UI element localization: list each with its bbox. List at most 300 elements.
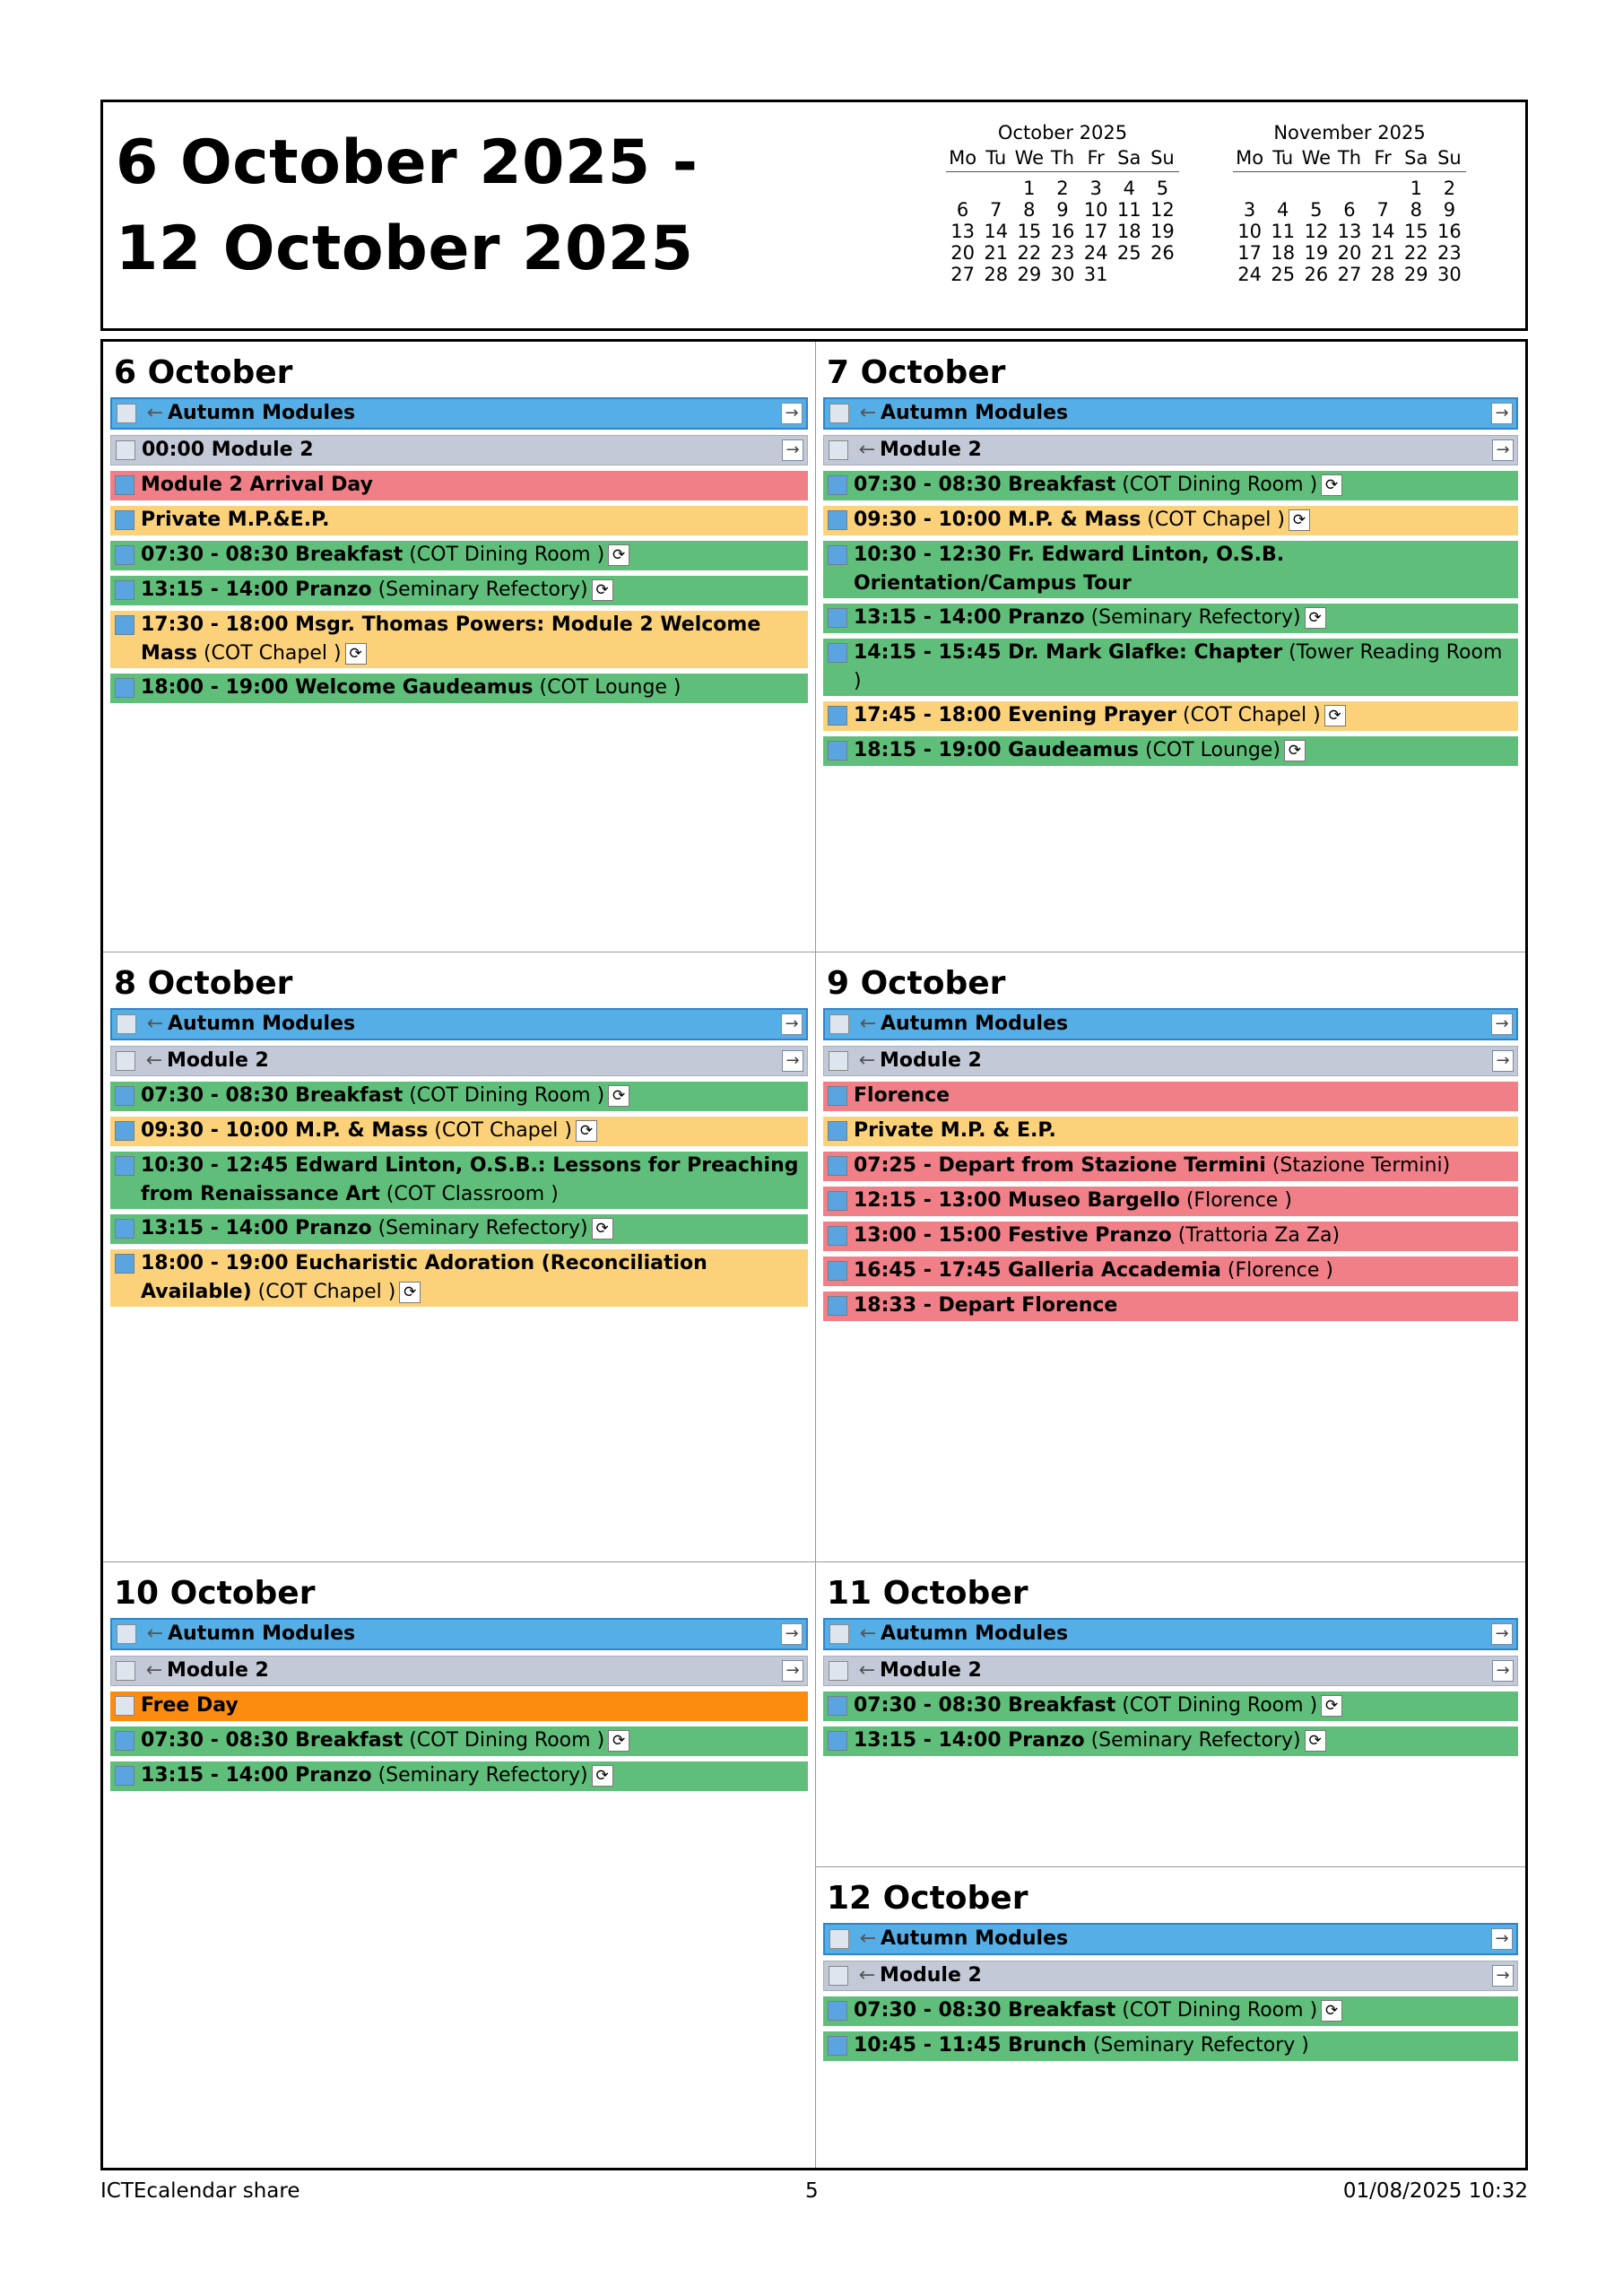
day-title: 9 October — [827, 965, 1006, 1002]
event-item[interactable] — [823, 506, 1518, 535]
mini-calendar-day[interactable]: 24 — [1083, 242, 1108, 264]
event-checkbox[interactable] — [828, 1121, 847, 1141]
mini-calendar-day[interactable]: 12 — [1304, 221, 1329, 242]
mini-calendar-day[interactable]: 6 — [1343, 199, 1356, 221]
event-list — [823, 397, 1518, 771]
event-checkbox[interactable] — [828, 608, 847, 628]
day-cell-11-october[interactable] — [816, 1562, 1525, 1866]
event-location: (Stazione Termini) — [1271, 1154, 1451, 1177]
weekday-label: Tu — [985, 147, 1007, 169]
event-location: (COT Chapel ) — [434, 1119, 572, 1142]
mini-calendar-week — [946, 242, 1179, 264]
mini-calendar-day[interactable]: 27 — [950, 264, 975, 285]
event-location: (COT Dining Room ) — [409, 1729, 605, 1752]
continues-right-arrow-icon[interactable]: → — [1491, 403, 1513, 424]
event-item[interactable] — [110, 576, 808, 605]
mini-calendar-day[interactable]: 21 — [1370, 242, 1395, 264]
mini-calendar-day[interactable]: 18 — [1116, 221, 1141, 242]
event-location: (Seminary Refectory) — [378, 1217, 588, 1239]
event-location: (COT Chapel ) — [1147, 509, 1285, 531]
recurring-icon: ⟳ — [399, 1282, 421, 1303]
mini-calendar-week — [1233, 178, 1466, 199]
mini-calendar-day[interactable]: 25 — [1116, 242, 1141, 264]
event-title: Module 2 Arrival Day — [141, 474, 373, 496]
mini-calendar-day[interactable]: 17 — [1237, 242, 1262, 264]
mini-calendar-november — [1233, 122, 1466, 285]
mini-calendar-day[interactable]: 2 — [1056, 178, 1069, 199]
continues-left-arrow-icon: ← — [146, 1622, 164, 1645]
continues-left-arrow-icon: ← — [859, 1622, 877, 1645]
event-checkbox[interactable] — [828, 475, 847, 495]
event-title: 09:30 - 10:00 M.P. & Mass — [141, 1119, 429, 1142]
event-checkbox[interactable] — [115, 1156, 135, 1176]
event-checkbox[interactable] — [829, 1966, 848, 1986]
mini-calendar-day[interactable]: 14 — [1370, 221, 1395, 242]
event-item[interactable] — [110, 1726, 808, 1756]
event-checkbox[interactable] — [829, 1014, 849, 1034]
event-checkbox[interactable] — [828, 741, 847, 761]
recurring-icon: ⟳ — [608, 544, 629, 566]
continues-right-arrow-icon[interactable]: → — [782, 439, 803, 461]
event-title: 13:15 - 14:00 Pranzo — [854, 606, 1085, 629]
event-title: 14:15 - 15:45 Dr. Mark Glafke: Chapter — [854, 641, 1283, 664]
recurring-icon: ⟳ — [1321, 2000, 1342, 2022]
event-item[interactable] — [110, 1082, 808, 1111]
mini-calendar-day[interactable]: 9 — [1443, 199, 1456, 221]
recurring-icon: ⟳ — [1289, 509, 1310, 531]
mini-calendar-weekdays — [1233, 147, 1466, 172]
event-location: (COT Chapel ) — [257, 1281, 396, 1303]
event-item[interactable] — [110, 1046, 808, 1076]
event-checkbox[interactable] — [829, 404, 849, 423]
mini-calendar-day — [1233, 178, 1266, 199]
event-item[interactable] — [110, 1117, 808, 1146]
event-item[interactable] — [823, 1008, 1518, 1040]
event-location: (COT Dining Room ) — [409, 544, 605, 566]
event-title: 10:30 - 12:45 Edward Linton, O.S.B.: Lessons for Preaching from Renaissance Art — [141, 1154, 799, 1205]
event-checkbox[interactable] — [115, 580, 135, 600]
recurring-icon: ⟳ — [608, 1085, 629, 1107]
day-cell-12-october[interactable] — [816, 1867, 1525, 2168]
mini-calendar-day[interactable]: 23 — [1437, 242, 1462, 264]
event-item[interactable] — [110, 1618, 808, 1650]
event-location: (Seminary Refectory) — [378, 1764, 588, 1787]
event-checkbox[interactable] — [828, 2001, 847, 2021]
event-item[interactable] — [110, 1656, 808, 1686]
event-item[interactable] — [110, 1214, 808, 1244]
mini-calendar-title: November 2025 — [1273, 122, 1426, 144]
day-title: 10 October — [114, 1575, 316, 1612]
event-title: 07:30 - 08:30 Breakfast — [141, 1729, 404, 1752]
event-title: 18:33 - Depart Florence — [854, 1294, 1118, 1317]
mini-calendar-week — [1233, 199, 1466, 221]
mini-calendar-day[interactable]: 5 — [1310, 199, 1323, 221]
event-item[interactable] — [823, 736, 1518, 766]
event-checkbox[interactable] — [115, 475, 135, 495]
event-title: 07:30 - 08:30 Breakfast — [854, 474, 1116, 496]
event-title: 17:30 - 18:00 Msgr. Thomas Powers: Module 2 Welcome Mass — [141, 613, 761, 665]
event-item[interactable] — [823, 435, 1518, 465]
mini-calendar-title: October 2025 — [997, 122, 1128, 144]
event-checkbox[interactable] — [115, 1254, 135, 1274]
continues-right-arrow-icon[interactable]: → — [1492, 1965, 1514, 1987]
continues-left-arrow-icon: ← — [145, 1049, 163, 1072]
mini-calendar-day[interactable]: 12 — [1150, 199, 1175, 221]
event-item[interactable] — [823, 1257, 1518, 1286]
mini-calendar-day[interactable]: 29 — [1017, 264, 1042, 285]
recurring-icon: ⟳ — [1284, 740, 1306, 761]
event-checkbox[interactable] — [115, 1696, 135, 1716]
event-item[interactable] — [823, 541, 1518, 598]
recurring-icon: ⟳ — [608, 1730, 629, 1752]
event-checkbox[interactable] — [828, 1261, 847, 1281]
mini-calendar-day[interactable]: 22 — [1017, 242, 1042, 264]
event-title: 16:45 - 17:45 Galleria Accademia — [854, 1259, 1221, 1282]
mini-calendar-day[interactable]: 16 — [1437, 221, 1462, 242]
event-title: 07:30 - 08:30 Breakfast — [141, 1084, 404, 1107]
mini-calendar-day[interactable]: 7 — [1376, 199, 1389, 221]
event-item[interactable] — [110, 1008, 808, 1040]
recurring-icon: ⟳ — [1305, 1730, 1326, 1752]
continues-right-arrow-icon[interactable]: → — [781, 403, 803, 424]
event-checkbox[interactable] — [828, 706, 847, 726]
day-cell-9-october[interactable] — [816, 952, 1525, 1561]
event-item[interactable] — [110, 1152, 808, 1209]
mini-calendar-day[interactable]: 13 — [1337, 221, 1362, 242]
weekday-label: Mo — [949, 147, 977, 169]
mini-calendar-day[interactable]: 25 — [1271, 264, 1296, 285]
event-list — [110, 1008, 808, 1312]
mini-calendar-day[interactable]: 3 — [1243, 199, 1256, 221]
mini-calendar-day[interactable]: 7 — [990, 199, 1002, 221]
event-item[interactable] — [110, 506, 808, 535]
event-location: (Seminary Refectory) — [1090, 606, 1301, 629]
mini-calendar-day[interactable]: 4 — [1123, 178, 1135, 199]
day-title: 8 October — [114, 965, 293, 1002]
mini-calendar-day[interactable]: 8 — [1410, 199, 1422, 221]
mini-calendar-day[interactable]: 15 — [1017, 221, 1042, 242]
event-title: Autumn Modules — [881, 1622, 1069, 1645]
mini-calendar-day[interactable]: 6 — [956, 199, 969, 221]
event-title: 18:15 - 19:00 Gaudeamus — [854, 739, 1139, 761]
day-title: 11 October — [827, 1575, 1028, 1612]
continues-right-arrow-icon[interactable]: → — [1492, 439, 1514, 461]
event-title: Module 2 — [167, 1659, 269, 1682]
recurring-icon: ⟳ — [592, 1765, 613, 1787]
mini-calendar-day[interactable]: 10 — [1083, 199, 1108, 221]
event-title: 00:00 Module 2 — [142, 439, 314, 461]
event-item[interactable] — [823, 639, 1518, 696]
mini-calendar-day[interactable]: 8 — [1023, 199, 1036, 221]
continues-left-arrow-icon: ← — [859, 1013, 877, 1035]
mini-calendar-day[interactable]: 23 — [1050, 242, 1075, 264]
event-checkbox[interactable] — [828, 1696, 847, 1716]
continues-right-arrow-icon[interactable]: → — [782, 1050, 803, 1072]
weekday-label: Fr — [1087, 147, 1105, 169]
event-title: 07:30 - 08:30 Breakfast — [854, 1694, 1116, 1717]
event-item[interactable] — [823, 1152, 1518, 1181]
event-item[interactable] — [823, 1656, 1518, 1686]
recurring-icon: ⟳ — [592, 1218, 613, 1239]
week-grid — [100, 339, 1528, 2170]
event-item[interactable] — [823, 1996, 1518, 2026]
event-item[interactable] — [823, 1618, 1518, 1650]
event-item[interactable] — [823, 471, 1518, 500]
event-checkbox[interactable] — [829, 440, 848, 460]
continues-right-arrow-icon[interactable]: → — [1491, 1013, 1513, 1035]
event-title: 07:30 - 08:30 Breakfast — [854, 1999, 1116, 2022]
date-range-title — [116, 120, 698, 292]
event-title: 13:15 - 14:00 Pranzo — [141, 1764, 372, 1787]
event-checkbox[interactable] — [828, 643, 847, 663]
event-checkbox[interactable] — [115, 1219, 135, 1239]
event-title: Module 2 — [880, 1049, 982, 1072]
event-item[interactable] — [823, 604, 1518, 633]
event-title: Module 2 — [880, 1964, 982, 1987]
event-checkbox[interactable] — [828, 1156, 847, 1176]
mini-calendar-day[interactable]: 13 — [950, 221, 975, 242]
event-title: 13:15 - 14:00 Pranzo — [141, 578, 372, 601]
mini-calendar-week — [946, 178, 1179, 199]
event-location: (COT Dining Room ) — [1122, 474, 1318, 496]
mini-calendar-day[interactable]: 28 — [984, 264, 1009, 285]
week-header — [100, 100, 1528, 331]
mini-calendar-day[interactable]: 15 — [1403, 221, 1428, 242]
mini-calendar-day[interactable]: 5 — [1156, 178, 1169, 199]
event-title: Autumn Modules — [881, 1013, 1069, 1035]
event-checkbox[interactable] — [115, 1121, 135, 1141]
event-item[interactable] — [823, 1923, 1518, 1955]
event-item[interactable] — [823, 1292, 1518, 1321]
continues-left-arrow-icon: ← — [858, 439, 876, 461]
event-item[interactable] — [823, 1117, 1518, 1146]
event-title: Free Day — [141, 1694, 239, 1717]
mini-calendar-day[interactable]: 2 — [1443, 178, 1456, 199]
event-title: Autumn Modules — [168, 1013, 356, 1035]
mini-calendar-day[interactable]: 18 — [1271, 242, 1296, 264]
day-cell-10-october[interactable] — [103, 1562, 815, 2168]
event-checkbox[interactable] — [115, 510, 135, 530]
mini-calendar-day[interactable]: 16 — [1050, 221, 1075, 242]
event-checkbox[interactable] — [116, 440, 135, 460]
mini-calendar-day[interactable]: 4 — [1277, 199, 1289, 221]
event-item[interactable] — [823, 1961, 1518, 1991]
mini-calendar-day[interactable]: 31 — [1083, 264, 1108, 285]
event-location: (Tower Reading Room ) — [854, 641, 1503, 692]
continues-left-arrow-icon: ← — [858, 1964, 876, 1987]
event-item[interactable] — [823, 1082, 1518, 1111]
mini-calendar-day — [1146, 264, 1179, 285]
event-item[interactable] — [823, 1692, 1518, 1721]
mini-calendar-day[interactable]: 28 — [1370, 264, 1395, 285]
event-location: (Florence ) — [1185, 1189, 1292, 1212]
mini-calendar-day[interactable]: 1 — [1023, 178, 1036, 199]
event-item[interactable] — [823, 1187, 1518, 1216]
mini-calendar-day[interactable]: 3 — [1089, 178, 1102, 199]
event-location: (COT Dining Room ) — [1122, 1999, 1318, 2022]
continues-left-arrow-icon: ← — [146, 1013, 164, 1035]
mini-calendar-day[interactable]: 20 — [950, 242, 975, 264]
event-title: Autumn Modules — [881, 1927, 1069, 1950]
day-title: 7 October — [827, 354, 1006, 391]
event-title: 10:45 - 11:45 Brunch — [854, 2034, 1087, 2057]
event-checkbox[interactable] — [117, 1014, 136, 1034]
event-location: (Seminary Refectory) — [378, 578, 588, 601]
event-title: 18:00 - 19:00 Welcome Gaudeamus — [141, 676, 534, 699]
continues-right-arrow-icon[interactable]: → — [1492, 1660, 1514, 1682]
day-title: 6 October — [114, 354, 293, 391]
event-location: (Trattoria Za Za) — [1177, 1224, 1341, 1247]
event-title: Module 2 — [880, 1659, 982, 1682]
event-checkbox[interactable] — [115, 545, 135, 565]
event-location: (COT Lounge ) — [539, 676, 681, 699]
mini-calendar-day[interactable]: 22 — [1403, 242, 1428, 264]
event-item[interactable] — [110, 611, 808, 668]
date-range-line-2: 12 October 2025 — [116, 213, 694, 284]
event-title: 12:15 - 13:00 Museo Bargello — [854, 1189, 1180, 1212]
event-item[interactable] — [110, 397, 808, 430]
event-checkbox[interactable] — [115, 1086, 135, 1106]
continues-right-arrow-icon[interactable]: → — [1491, 1623, 1513, 1645]
event-item[interactable] — [823, 1046, 1518, 1076]
mini-calendar-day[interactable]: 29 — [1403, 264, 1428, 285]
weekday-label: We — [1014, 147, 1045, 169]
event-location: (Seminary Refectory) — [1090, 1729, 1301, 1752]
event-checkbox[interactable] — [828, 1086, 847, 1106]
mini-calendar-day[interactable]: 17 — [1083, 221, 1108, 242]
event-title: Module 2 — [880, 439, 982, 461]
event-item[interactable] — [110, 674, 808, 703]
event-location: (COT Chapel ) — [1182, 704, 1321, 726]
event-location: (COT Chapel ) — [203, 642, 342, 665]
event-item[interactable] — [823, 1222, 1518, 1251]
continues-left-arrow-icon: ← — [145, 1659, 163, 1682]
day-cell-7-october[interactable] — [816, 342, 1525, 952]
day-cell-6-october[interactable] — [103, 342, 815, 952]
event-location: (Seminary Refectory ) — [1092, 2034, 1309, 2057]
mini-calendar-day — [1299, 178, 1332, 199]
weekday-label: Tu — [1272, 147, 1294, 169]
weekday-label: Th — [1337, 147, 1362, 169]
day-cell-8-october[interactable] — [103, 952, 815, 1561]
event-checkbox[interactable] — [829, 1661, 848, 1681]
continues-left-arrow-icon: ← — [858, 1049, 876, 1072]
mini-calendar-day[interactable]: 27 — [1337, 264, 1362, 285]
event-item[interactable] — [823, 1726, 1518, 1756]
event-title: 13:15 - 14:00 Pranzo — [854, 1729, 1085, 1752]
event-title: 17:45 - 18:00 Evening Prayer — [854, 704, 1176, 726]
recurring-icon: ⟳ — [592, 579, 613, 601]
weekday-label: Sa — [1404, 147, 1428, 169]
event-item[interactable] — [110, 541, 808, 570]
event-checkbox[interactable] — [117, 404, 136, 423]
event-checkbox[interactable] — [828, 1731, 847, 1751]
event-checkbox[interactable] — [115, 1731, 135, 1751]
event-checkbox[interactable] — [829, 1051, 848, 1071]
event-title: Florence — [854, 1084, 950, 1107]
footer-page-number: 5 — [805, 2179, 819, 2203]
event-checkbox[interactable] — [117, 1624, 136, 1644]
mini-calendar-day[interactable]: 9 — [1056, 199, 1069, 221]
event-title: 13:00 - 15:00 Festive Pranzo — [854, 1224, 1172, 1247]
mini-calendar-day[interactable]: 30 — [1050, 264, 1075, 285]
continues-right-arrow-icon[interactable]: → — [782, 1660, 803, 1682]
event-item[interactable] — [110, 1249, 808, 1307]
mini-calendar-day[interactable]: 26 — [1150, 242, 1175, 264]
continues-right-arrow-icon[interactable]: → — [1491, 1928, 1513, 1950]
event-checkbox[interactable] — [115, 1766, 135, 1786]
event-checkbox[interactable] — [116, 1051, 135, 1071]
event-checkbox[interactable] — [828, 2036, 847, 2056]
mini-calendar-day[interactable]: 24 — [1237, 264, 1262, 285]
recurring-icon: ⟳ — [1321, 474, 1342, 496]
mini-calendar-week — [946, 199, 1179, 221]
weekday-label: Sa — [1117, 147, 1141, 169]
event-item[interactable] — [823, 397, 1518, 430]
event-location: (COT Dining Room ) — [1122, 1694, 1318, 1717]
event-item[interactable] — [110, 471, 808, 500]
event-title: 18:00 - 19:00 Eucharistic Adoration (Reconciliation Available) — [141, 1252, 707, 1303]
continues-right-arrow-icon[interactable]: → — [781, 1013, 803, 1035]
mini-calendar-day[interactable]: 30 — [1437, 264, 1462, 285]
mini-calendar-weekdays — [946, 147, 1179, 172]
continues-left-arrow-icon: ← — [146, 402, 164, 424]
event-checkbox[interactable] — [828, 1296, 847, 1316]
mini-calendar-day[interactable]: 20 — [1337, 242, 1362, 264]
event-location: (COT Dining Room ) — [409, 1084, 605, 1107]
mini-calendar-week — [1233, 242, 1466, 264]
event-item[interactable] — [823, 2031, 1518, 2061]
mini-calendar-day[interactable]: 19 — [1150, 221, 1175, 242]
event-checkbox[interactable] — [828, 545, 847, 565]
mini-calendar-day[interactable]: 19 — [1304, 242, 1329, 264]
event-item[interactable] — [110, 1761, 808, 1791]
event-title: 07:30 - 08:30 Breakfast — [141, 544, 404, 566]
event-checkbox[interactable] — [828, 1191, 847, 1211]
event-checkbox[interactable] — [829, 1624, 849, 1644]
mini-calendar-day — [1266, 178, 1299, 199]
continues-right-arrow-icon[interactable]: → — [1492, 1050, 1514, 1072]
event-item[interactable] — [110, 1692, 808, 1721]
event-item[interactable] — [110, 435, 808, 465]
event-title: Private M.P. & E.P. — [854, 1119, 1056, 1142]
mini-calendar-day[interactable]: 14 — [984, 221, 1009, 242]
event-checkbox[interactable] — [115, 615, 135, 635]
mini-calendar-day[interactable]: 11 — [1271, 221, 1296, 242]
event-title: 10:30 - 12:30 Fr. Edward Linton, O.S.B. Orientation/Campus Tour — [854, 544, 1285, 595]
continues-right-arrow-icon[interactable]: → — [781, 1623, 803, 1645]
event-location: (COT Lounge) — [1144, 739, 1280, 761]
event-list — [110, 1618, 808, 1796]
event-checkbox[interactable] — [115, 678, 135, 698]
mini-calendar-week — [1233, 264, 1466, 285]
mini-calendar-day[interactable]: 21 — [984, 242, 1009, 264]
mini-calendar-day[interactable]: 11 — [1116, 199, 1141, 221]
event-checkbox[interactable] — [828, 1226, 847, 1246]
mini-calendar-day[interactable]: 10 — [1237, 221, 1262, 242]
event-title: Autumn Modules — [168, 1622, 356, 1645]
event-checkbox[interactable] — [116, 1661, 135, 1681]
event-item[interactable] — [823, 701, 1518, 731]
mini-calendar-day[interactable]: 1 — [1410, 178, 1422, 199]
day-title: 12 October — [827, 1880, 1028, 1917]
event-list — [823, 1618, 1518, 1761]
mini-calendar-day — [946, 178, 979, 199]
event-checkbox[interactable] — [829, 1929, 849, 1949]
event-title: 09:30 - 10:00 M.P. & Mass — [854, 509, 1141, 531]
mini-calendar-day[interactable]: 26 — [1304, 264, 1329, 285]
event-checkbox[interactable] — [828, 510, 847, 530]
